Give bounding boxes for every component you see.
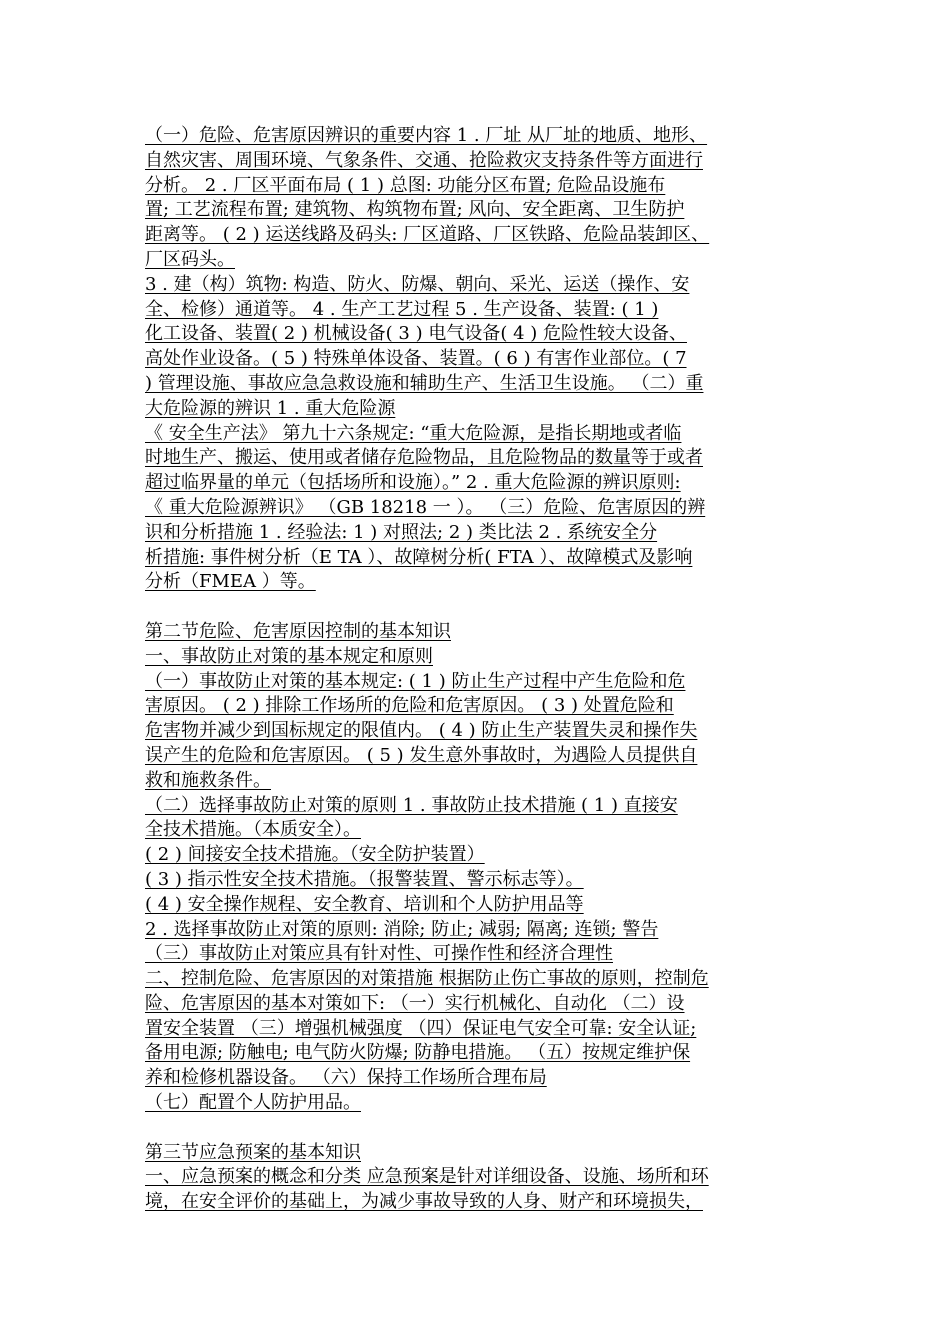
line-text: 超过临界量的单元（包括场所和设施）。” 2 . 重大危险源的辨识原则: <box>145 472 681 494</box>
text-line <box>145 397 835 422</box>
text-line <box>145 124 835 149</box>
line-text: 二、控制危险、危害原因的对策措施 根据防止伤亡事故的原则，控制危 <box>145 968 709 990</box>
line-text: 大危险源的辨识 1 . 重大危险源 <box>145 397 396 419</box>
text-line <box>145 1066 835 1091</box>
text-line <box>145 347 835 372</box>
section1-body <box>145 124 835 595</box>
section3 <box>145 1141 835 1215</box>
line-text: 厂区码头。 <box>145 248 235 270</box>
line-text: 救和施救条件。 <box>145 769 271 791</box>
line-text: 分析（FMEA ）等。 <box>145 571 316 593</box>
line-text: 化工设备、装置( 2 ) 机械设备( 3 ) 电气设备( 4 ) 危险性较大设备、 <box>145 323 687 345</box>
text-line <box>145 298 835 323</box>
section3-title: 第三节应急预案的基本知识 <box>145 1141 361 1163</box>
text-line <box>145 1190 835 1215</box>
line-text: 养和检修机器设备。 （六）保持工作场所合理布局 <box>145 1067 547 1089</box>
text-line <box>145 719 835 744</box>
text-line <box>145 794 835 819</box>
text-line <box>145 670 835 695</box>
text-line <box>145 471 835 496</box>
text-line <box>145 198 835 223</box>
text-line <box>145 546 835 571</box>
text-line <box>145 967 835 992</box>
text-line <box>145 1165 835 1190</box>
line-text: 全技术措施。（本质安全）。 <box>145 819 361 841</box>
line-text: 距离等。 ( 2 ) 运送线路及码头: 厂区道路、厂区铁路、危险品装卸区、 <box>145 224 710 246</box>
line-text: （七）配置个人防护用品。 <box>145 1092 361 1114</box>
text-line <box>145 818 835 843</box>
line-text: 一、事故防止对策的基本规定和原则 <box>145 645 433 667</box>
text-line <box>145 322 835 347</box>
text-line <box>145 570 835 595</box>
text-line <box>145 1041 835 1066</box>
line-text: 识和分析措施 1 . 经验法: 1 ) 对照法; 2 ) 类比法 2 . 系统安全分 <box>145 521 658 543</box>
line-text: 自然灾害、周围环境、气象条件、交通、抢险救灾支持条件等方面进行 <box>145 149 703 171</box>
paragraph-gap <box>145 595 835 620</box>
text-line <box>145 223 835 248</box>
text-line <box>145 422 835 447</box>
line-text: 《 重大危险源辨识》 （GB 18218 一 ）。 （三）危险、危害原因的辨 <box>145 496 706 518</box>
text-line <box>145 769 835 794</box>
text-line <box>145 248 835 273</box>
text-line <box>145 868 835 893</box>
text-line <box>145 918 835 943</box>
text-line <box>145 942 835 967</box>
section-title <box>145 620 835 645</box>
text-line <box>145 273 835 298</box>
line-text: 害原因。 ( 2 ) 排除工作场所的危险和危害原因。 ( 3 ) 处置危险和 <box>145 695 674 717</box>
text-line <box>145 521 835 546</box>
line-text: 3 . 建（构）筑物: 构造、防火、防爆、朝向、采光、运送（操作、安 <box>145 273 690 295</box>
text-line <box>145 1091 835 1116</box>
line-text: （一）危险、危害原因辨识的重要内容 1 . 厂址 从厂址的地质、地形、 <box>145 125 708 146</box>
line-text: 备用电源; 防触电; 电气防火防爆; 防静电措施。 （五）按规定维护保 <box>145 1042 691 1064</box>
text-line <box>145 149 835 174</box>
text-line <box>145 174 835 199</box>
line-text: 全、检修）通道等。 4 . 生产工艺过程 5 . 生产设备、装置: ( 1 ) <box>145 298 659 320</box>
line-text: ( 3 ) 指示性安全技术措施。（报警装置、警示标志等）。 <box>145 868 584 890</box>
line-text: 置; 工艺流程布置; 建筑物、构筑物布置; 风向、安全距离、卫生防护 <box>145 199 685 221</box>
paragraph-gap <box>145 1116 835 1141</box>
line-text: 析措施: 事件树分析（E TA ）、故障树分析( FTA ）、故障模式及影响 <box>145 546 693 568</box>
line-text: ) 管理设施、事故应急急救设施和辅助生产、生活卫生设施。 （二）重 <box>145 372 704 394</box>
line-text: 《 安全生产法》 第九十六条规定: “重大危险源，是指长期地或者临 <box>145 422 682 444</box>
line-text: 误产生的危险和危害原因。 ( 5 ) 发生意外事故时，为遇险人员提供自 <box>145 744 698 766</box>
line-text: （二）选择事故防止对策的原则 1 . 事故防止技术措施 ( 1 ) 直接安 <box>145 794 678 816</box>
text-line <box>145 893 835 918</box>
line-text: 分析。 2 . 厂区平面布局 ( 1 ) 总图: 功能分区布置; 危险品设施布 <box>145 174 666 196</box>
line-text: 一、应急预案的概念和分类 应急预案是针对详细设备、设施、场所和环 <box>145 1166 709 1188</box>
section2 <box>145 620 835 1116</box>
line-text: （三）事故防止对策应具有针对性、可操作性和经济合理性 <box>145 943 613 965</box>
text-line <box>145 446 835 471</box>
text-line <box>145 992 835 1017</box>
line-text: ( 4 ) 安全操作规程、安全教育、培训和个人防护用品等 <box>145 893 584 915</box>
text-line <box>145 372 835 397</box>
text-line <box>145 744 835 769</box>
line-text: 2 . 选择事故防止对策的原则: 消除; 防止; 减弱; 隔离; 连锁; 警告 <box>145 918 659 940</box>
section-title <box>145 1141 835 1166</box>
text-line <box>145 843 835 868</box>
text-line <box>145 1017 835 1042</box>
line-text: 置安全装置 （三）增强机械强度 （四）保证电气安全可靠: 安全认证; <box>145 1017 697 1039</box>
section2-title: 第二节危险、危害原因控制的基本知识 <box>145 620 451 642</box>
line-text: 境，在安全评价的基础上，为减少事故导致的人身、财产和环境损失， <box>145 1191 703 1213</box>
text-line <box>145 496 835 521</box>
document-page <box>145 124 835 1215</box>
line-text: 高处作业设备。( 5 ) 特殊单体设备、装置。( 6 ) 有害作业部位。( 7 <box>145 348 687 370</box>
line-text: 危害物并减少到国标规定的限值内。 ( 4 ) 防止生产装置失灵和操作失 <box>145 720 698 742</box>
line-text: 险、危害原因的基本对策如下: （一）实行机械化、自动化 （二）设 <box>145 992 685 1014</box>
line-text: 时地生产、搬运、使用或者储存危险物品，且危险物品的数量等于或者 <box>145 447 703 469</box>
line-text: （一）事故防止对策的基本规定: ( 1 ) 防止生产过程中产生危险和危 <box>145 670 686 692</box>
line-text: ( 2 ) 间接安全技术措施。（安全防护装置） <box>145 844 485 866</box>
text-line <box>145 694 835 719</box>
text-line <box>145 645 835 670</box>
